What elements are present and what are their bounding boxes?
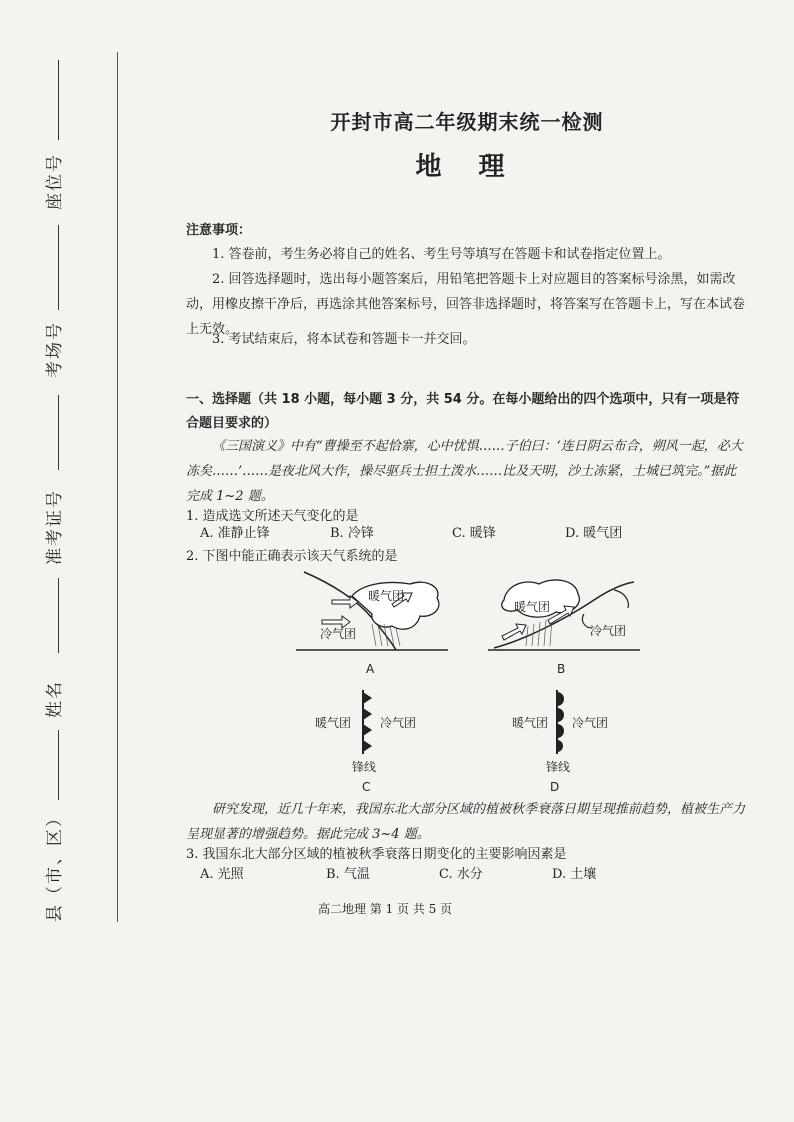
- question-1-options: [200, 521, 760, 546]
- passage-2: 研究发现，近几十年来，我国东北大部分区域的植被秋季衰落日期呈现推前趋势，植被生产力呈现显著的增强趋势。据此完成 3~4 题。: [186, 802, 746, 842]
- diagram-d-front-label: 锋线: [546, 760, 571, 774]
- diagram-a: [292, 566, 452, 658]
- notice-item-2: 2. 回答选择题时，选出每小题答案后，用铅笔把答题卡上对应题目的答案标号涂黑，如需改动，用橡皮擦干净后，再选涂其他答案标号，回答非选择题时，将答案写在答题卡上，写在本试卷上无效。: [186, 272, 746, 337]
- exam-room-fill-line: [58, 225, 59, 310]
- q1-option-b[interactable]: B. 冷锋: [330, 526, 374, 541]
- seat-fill-line: [58, 60, 59, 140]
- diagram-b: [484, 570, 644, 658]
- county-fill-line: [58, 730, 59, 800]
- sidebar-name-label: 姓名: [45, 680, 65, 718]
- subject-title: 地 理: [415, 152, 519, 182]
- q1-option-a[interactable]: A. 准静止锋: [200, 526, 270, 541]
- notice-item-1: 1. 答卷前，考生务必将自己的姓名、考生号等填写在答题卡和试卷指定位置上。: [212, 247, 671, 262]
- sidebar-exam-id-label: 准考证号: [45, 489, 65, 565]
- name-fill-line: [58, 578, 59, 653]
- page-title: 开封市高二年级期末统一检测: [330, 110, 604, 134]
- exam-id-fill-line: [58, 395, 59, 470]
- q1-option-c[interactable]: C. 暖锋: [452, 526, 496, 541]
- diagram-a-label: A: [366, 662, 375, 676]
- diagram-d-warm-label: 暖气团: [512, 716, 549, 730]
- question-3-stem: 3. 我国东北大部分区域的植被秋季衰落日期变化的主要影响因素是: [186, 847, 567, 862]
- diagram-a-cold-label: 冷气团: [320, 627, 357, 641]
- notice-heading: 注意事项：: [186, 223, 252, 238]
- question-3-options: [200, 862, 760, 887]
- diagram-d-cold-label: 冷气团: [572, 716, 609, 730]
- diagram-c-warm-label: 暖气团: [315, 716, 352, 730]
- diagram-c-front-symbol: [358, 688, 378, 756]
- q3-option-a[interactable]: A. 光照: [200, 867, 244, 882]
- diagram-c-front-label: 锋线: [352, 760, 377, 774]
- passage-1: 《三国演义》中有“曹操至不起恰寨，心中忧惧……子伯曰：‘连日阴云布合，朔风一起，必大冻矣……’……是夜北风大作，操尽驱兵士担土泼水……比及天明，沙土冻紧，土城已筑完。”据此完成 1~2 题。: [186, 439, 743, 504]
- diagram-c-cold-label: 冷气团: [380, 716, 417, 730]
- diagram-d-label: D: [550, 780, 560, 794]
- notice-item-3: 3. 考试结束后，将本试卷和答题卡一并交回。: [212, 332, 476, 347]
- q3-option-d[interactable]: D. 土壤: [552, 867, 597, 882]
- diagram-b-warm-label: 暖气团: [514, 600, 551, 614]
- diagram-a-warm-label: 暖气团: [368, 589, 405, 603]
- question-2-stem: 2. 下图中能正确表示该天气系统的是: [186, 549, 398, 564]
- sidebar-seat-label: 座位号: [45, 153, 65, 210]
- sidebar-exam-room-label: 考场号: [45, 321, 65, 378]
- section-heading: 一、选择题（共 18 小题，每小题 3 分，共 54 分。在每小题给出的四个选项中，只有一项是符合题目要求的）: [186, 392, 740, 431]
- question-1-stem: 1. 造成选文所述天气变化的是: [186, 509, 359, 524]
- diagram-c-label: C: [362, 780, 371, 794]
- diagram-b-cold-label: 冷气团: [590, 624, 627, 638]
- q3-option-b[interactable]: B. 气温: [326, 867, 370, 882]
- page-footer: 高二地理 第 1 页 共 5 页: [318, 902, 453, 916]
- q3-option-c[interactable]: C. 水分: [439, 867, 483, 882]
- diagram-b-label: B: [557, 662, 566, 676]
- diagram-d-front-symbol: [552, 688, 572, 756]
- q1-option-d[interactable]: D. 暖气团: [565, 526, 623, 541]
- sidebar-county-label: 县（市、区）: [45, 808, 65, 922]
